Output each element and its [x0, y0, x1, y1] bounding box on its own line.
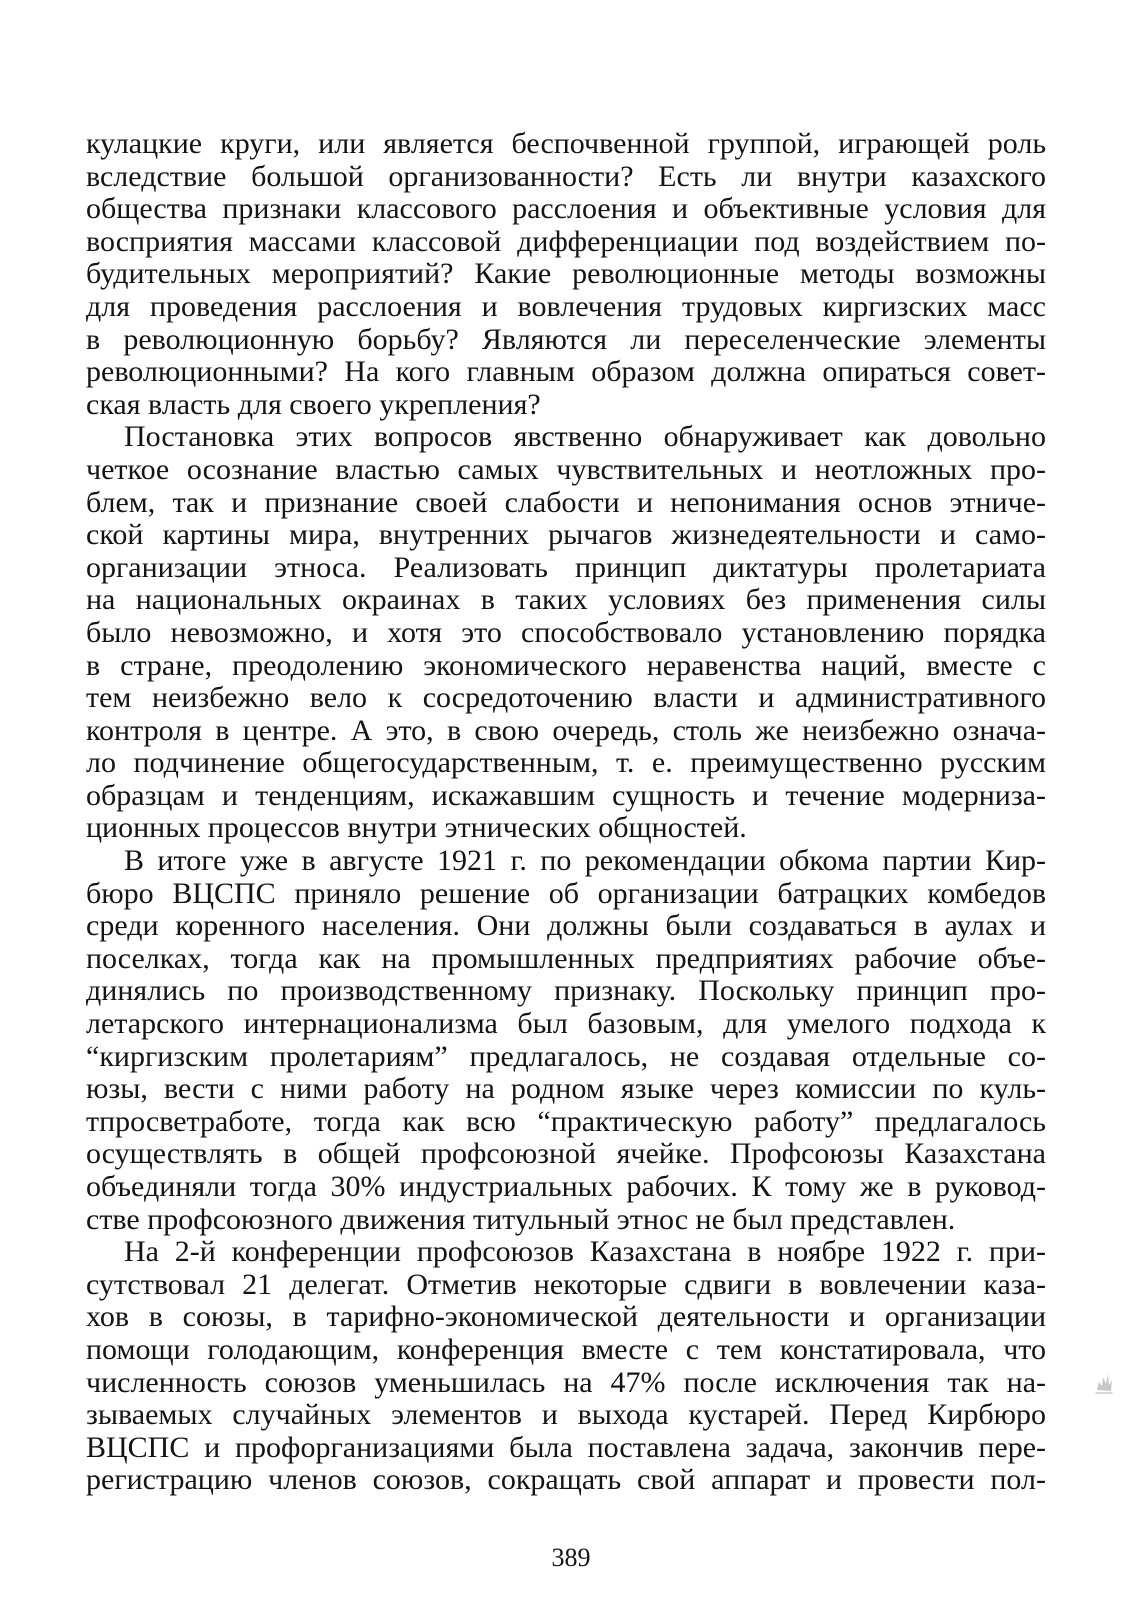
- text-line: стве профсоюзного движения титульный этнос не был представлен.: [86, 1203, 956, 1236]
- text-line: в стране, преодолению экономического неравенства наций, вместе с: [86, 649, 1046, 682]
- text-line: помощи голодающим, конференция вместе с тем констатировала, что: [86, 1333, 1046, 1366]
- text-line: ло подчинение общегосударственным, т. е. преимущественно русским: [86, 747, 1046, 780]
- text-line: восприятия массами классовой дифференциации под воздействием по-: [86, 225, 1046, 258]
- text-line: для проведения расслоения и вовлечения трудовых киргизских масс: [86, 290, 1046, 323]
- text-line: сутствовал 21 делегат. Отметив некоторые сдвиги в вовлечении каза-: [86, 1268, 1046, 1301]
- text-line: регистрацию членов союзов, сокращать свой аппарат и провести пол-: [86, 1464, 1046, 1497]
- text-line: численность союзов уменьшилась на 47% после исключения так на-: [86, 1366, 1046, 1399]
- text-line: осуществлять в общей профсоюзной ячейке. Профсоюзы Казахстана: [86, 1138, 1046, 1171]
- text-line: ВЦСПС и профорганизациями была поставлена задача, закончив пере-: [86, 1431, 1046, 1464]
- text-line: революционными? На кого главным образом должна опираться совет-: [86, 356, 1046, 389]
- text-line: блем, так и признание своей слабости и непонимания основ этниче-: [86, 486, 1046, 519]
- body-text: [86, 128, 1046, 1497]
- text-line: бюро ВЦСПС приняло решение об организации батрацких комбедов: [86, 877, 1046, 910]
- text-line: ционных процессов внутри этнических общностей.: [86, 812, 747, 845]
- page-number: 389: [551, 1543, 591, 1572]
- text-line: зываемых случайных элементов и выхода кустарей. Перед Кирбюро: [86, 1399, 1046, 1432]
- paragraph-4: [86, 1236, 1046, 1497]
- text-line: будительных мероприятий? Какие революционные методы возможны: [86, 258, 1046, 291]
- text-line: тем неизбежно вело к сосредоточению власти и административного: [86, 682, 1046, 715]
- paragraph-3: [86, 845, 1046, 1236]
- text-line: ской картины мира, внутренних рычагов жизнедеятельности и само-: [86, 519, 1046, 552]
- text-line: вследствие большой организованности? Есть ли внутри казахского: [86, 160, 1046, 193]
- text-line: было невозможно, и хотя это способствовало установлению порядка: [86, 616, 1046, 649]
- text-line: тпросветработе, тогда как всю “практическую работу” предлагалось: [86, 1105, 1046, 1138]
- text-line: образцам и тенденциям, искажавшим сущность и течение модерниза-: [86, 779, 1046, 812]
- text-line: ская власть для своего укрепления?: [86, 388, 541, 421]
- text-line: контроля в центре. А это, в свою очередь, столь же неизбежно означа-: [86, 714, 1046, 747]
- text-line: среди коренного населения. Они должны были создаваться в аулах и: [86, 910, 1046, 943]
- text-line: “киргизским пролетариям” предлагалось, не создавая отдельные со-: [86, 1040, 1046, 1073]
- text-line: юзы, вести с ними работу на родном языке через комиссии по куль-: [86, 1073, 1046, 1106]
- text-line: организации этноса. Реализовать принцип диктатуры пролетариата: [86, 551, 1046, 584]
- text-line: На 2-й конференции профсоюзов Казахстана в ноябре 1922 г. при-: [124, 1236, 1046, 1269]
- text-line: общества признаки классового расслоения и объективные условия для: [86, 193, 1046, 226]
- paragraph-1: [86, 128, 1046, 421]
- text-line: хов в союзы, в тарифно-экономической деятельности и организации: [86, 1301, 1046, 1334]
- text-line: четкое осознание властью самых чувствительных и неотложных про-: [86, 453, 1046, 486]
- text-line: в революционную борьбу? Являются ли переселенческие элементы: [86, 323, 1046, 356]
- scan-speck-mark: [1093, 1368, 1115, 1394]
- text-line: поселках, тогда как на промышленных предприятиях рабочие объе-: [86, 942, 1046, 975]
- paragraph-2: [86, 421, 1046, 845]
- text-line: динялись по производственному признаку. Поскольку принцип про-: [86, 975, 1046, 1008]
- text-line: летарского интернационализма был базовым, для умелого подхода к: [86, 1008, 1046, 1041]
- text-line: кулацкие круги, или является беспочвенной группой, играющей роль: [86, 128, 1046, 160]
- text-line: на национальных окраинах в таких условиях без применения силы: [86, 584, 1046, 617]
- text-line: объединяли тогда 30% индустриальных рабочих. К тому же в руковод-: [86, 1171, 1046, 1203]
- text-line: В итоге уже в августе 1921 г. по рекомендации обкома партии Кир-: [124, 845, 1046, 878]
- text-line: Постановка этих вопросов явственно обнаруживает как довольно: [124, 421, 1046, 454]
